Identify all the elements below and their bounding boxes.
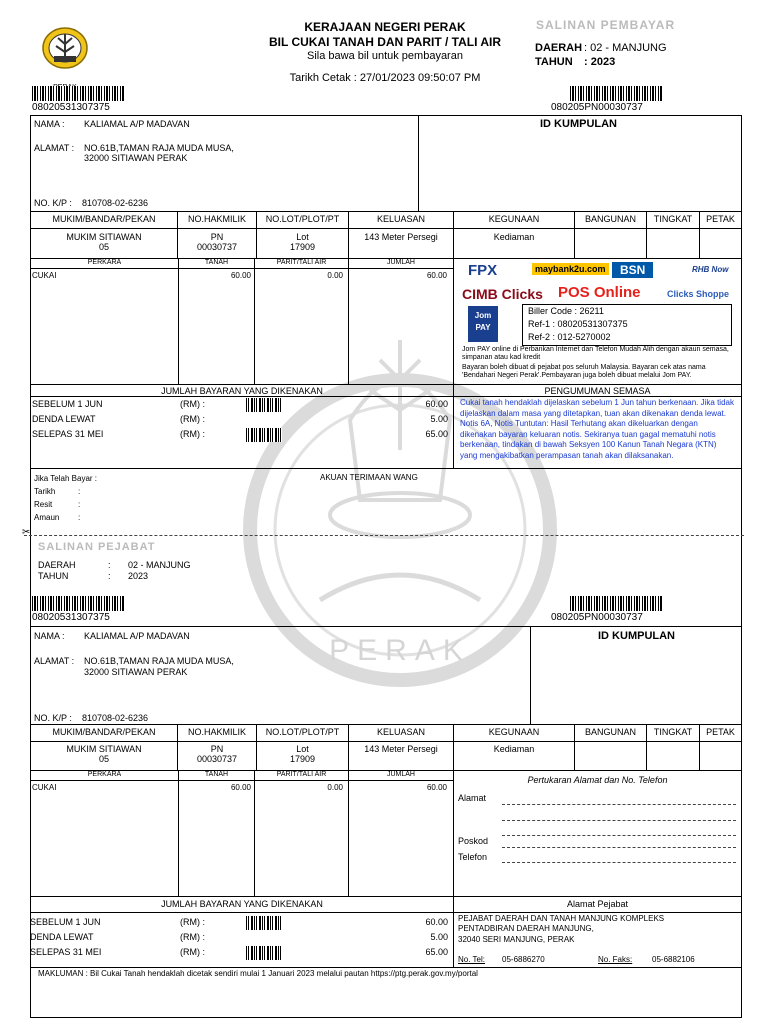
tel-label: No. Tel: xyxy=(458,955,485,964)
barcode-left-number: 08020531307375 xyxy=(32,102,110,113)
office-tahun-value: 2023 xyxy=(128,571,149,581)
amaun-label: Amaun xyxy=(34,513,60,522)
lot-type: Lot xyxy=(296,232,309,242)
th-jumlah: JUMLAH xyxy=(386,259,415,266)
kp-number: 810708-02-6236 xyxy=(82,198,149,208)
owner-name: KALIAMAL A/P MADAVAN xyxy=(84,119,190,129)
total-amount-2-2: 5.00 xyxy=(430,932,448,942)
header-subtitle: Sila bawa bil untuk pembayaran xyxy=(307,50,463,62)
charge-parit-2: 0.00 xyxy=(327,783,343,792)
lot-type-2: Lot xyxy=(296,744,309,754)
tahun-value: : 2023 xyxy=(584,56,616,68)
th-lot: NO.LOT/PLOT/PT xyxy=(265,214,340,224)
mukim-value: MUKIM SITIAWAN xyxy=(66,232,142,242)
th-jumlah-2: JUMLAH xyxy=(386,771,415,778)
total-rm-1: (RM) : xyxy=(180,399,205,409)
hakmilik-number-2: 00030737 xyxy=(196,754,238,764)
mukim-code: 05 xyxy=(98,242,109,252)
jompay-logo: Jom PAY xyxy=(468,306,498,342)
amaun-colon: : xyxy=(78,513,81,522)
kp-number-2: 810708-02-6236 xyxy=(82,713,149,723)
totals-title: JUMLAH BAYARAN YANG DIKENAKAN xyxy=(161,386,323,396)
office-line-3: 32040 SERI MANJUNG, PERAK xyxy=(458,935,575,944)
th-parit-2: PARIT/TALI AIR xyxy=(276,771,327,778)
charge-jumlah-2: 60.00 xyxy=(426,783,447,792)
bsn-logo: BSN xyxy=(612,262,653,278)
jompay-note: Jom PAY online di Perbankan Internet dan Telefon Mudah Alih dengan akaun semasa, simpanan atau kad kredit xyxy=(462,346,729,361)
charge-jumlah: 60.00 xyxy=(426,271,447,280)
maybank-logo: maybank2u.com xyxy=(532,263,609,275)
office-daerah-label: DAERAH xyxy=(38,560,76,570)
th-tingkat-2: TINGKAT xyxy=(653,727,693,737)
th-perkara: PERKARA xyxy=(87,259,122,266)
total-label-2-2: DENDA LEWAT xyxy=(30,932,94,942)
total-rm-2-2: (RM) : xyxy=(180,932,205,942)
fpx-logo: FPX xyxy=(468,262,498,279)
barcode-total-3 xyxy=(246,428,282,442)
lot-number: 17909 xyxy=(289,242,316,252)
telefon-line[interactable] xyxy=(502,862,736,863)
address-line-2: 32000 SITIAWAN PERAK xyxy=(84,153,188,163)
announce-title: PENGUMUMAN SEMASA xyxy=(544,386,651,396)
header-title-2: BIL CUKAI TANAH DAN PARIT / TALI AIR xyxy=(269,35,501,49)
total-amount-2: 5.00 xyxy=(430,414,448,424)
total-label-1-2: SEBELUM 1 JUN xyxy=(30,917,101,927)
nama-label-2: NAMA : xyxy=(34,631,65,641)
th-tingkat: TINGKAT xyxy=(653,214,693,224)
total-amount-3-2: 65.00 xyxy=(425,947,448,957)
alamat-line-3[interactable] xyxy=(502,835,736,836)
id-kumpulan-2: ID KUMPULAN xyxy=(598,630,675,642)
total-amount-3: 65.00 xyxy=(425,429,448,439)
barcode-left xyxy=(32,86,124,101)
payer-copy-label: SALINAN PEMBAYAR xyxy=(536,18,676,32)
kegunaan-value: Kediaman xyxy=(493,232,535,242)
barcode-total-3-2 xyxy=(246,946,282,960)
alamat-line-2[interactable] xyxy=(502,820,736,821)
ref-1: Ref-1 : 08020531307375 xyxy=(528,319,628,329)
th-tanah-2: TANAH xyxy=(204,771,229,778)
th-lot-2: NO.LOT/PLOT/PT xyxy=(265,727,340,737)
barcode-total-1-2 xyxy=(246,916,282,930)
watermark-text: PERAK xyxy=(329,634,471,667)
print-date: Tarikh Cetak : 27/01/2023 09:50:07 PM xyxy=(289,72,481,84)
resit-colon: : xyxy=(78,500,81,509)
header-title: KERAJAAN NEGERI PERAK xyxy=(304,20,466,34)
alamat-line-1[interactable] xyxy=(502,804,736,805)
tarikh-colon: : xyxy=(78,487,81,496)
faks-label: No. Faks: xyxy=(598,955,633,964)
total-amount-1-2: 60.00 xyxy=(425,917,448,927)
mukim-value-2: MUKIM SITIAWAN xyxy=(66,744,142,754)
payment-logos xyxy=(462,262,732,302)
barcode-right xyxy=(570,86,662,101)
th-kegunaan-2: KEGUNAAN xyxy=(488,727,540,737)
alamat-label: ALAMAT : xyxy=(34,143,75,153)
tarikh-label: Tarikh xyxy=(34,487,56,496)
total-label-3: SELEPAS 31 MEI xyxy=(32,429,104,439)
th-mukim: MUKIM/BANDAR/PEKAN xyxy=(52,214,156,224)
th-perkara-2: PERKARA xyxy=(87,771,122,778)
faks-value: 05-6882106 xyxy=(652,955,695,964)
barcode-left-2 xyxy=(32,596,124,611)
charge-item: CUKAI xyxy=(32,271,57,280)
payment-note: Bayaran boleh dibuat di pejabat pos seluruh Malaysia. Bayaran cek atas nama 'Bendahari Negeri Perak'.Pembayaran juga boleh dibuat melalui Jom PAY. xyxy=(462,364,706,379)
totals-title-2: JUMLAH BAYARAN YANG DIKENAKAN xyxy=(161,899,323,909)
office-daerah-colon: : xyxy=(108,560,111,570)
charge-tanah: 60.00 xyxy=(230,271,251,280)
change-poskod-label: Poskod xyxy=(458,836,489,846)
owner-name-2: KALIAMAL A/P MADAVAN xyxy=(84,631,190,641)
total-rm-2: (RM) : xyxy=(180,414,205,424)
daerah-value: : 02 - MANJUNG xyxy=(584,42,667,54)
hakmilik-type-2: PN xyxy=(210,744,224,754)
change-title: Pertukaran Alamat dan No. Telefon xyxy=(527,775,668,785)
perak-crest-logo xyxy=(40,22,90,84)
barcode-total-1 xyxy=(246,398,282,412)
id-kumpulan: ID KUMPULAN xyxy=(540,118,617,130)
akuan-label: AKUAN TERIMAAN WANG xyxy=(320,473,418,482)
total-label-3-2: SELEPAS 31 MEI xyxy=(30,947,102,957)
address-line-1: NO.61B,TAMAN RAJA MUDA MUSA, xyxy=(84,143,234,153)
barcode-right-number-2: 080205PN00030737 xyxy=(551,612,643,623)
rhb-logo: RHB Now xyxy=(692,265,729,274)
biller-code: Biller Code : 26211 xyxy=(528,306,604,316)
th-petak: PETAK xyxy=(706,214,735,224)
poskod-line[interactable] xyxy=(502,847,736,848)
barcode-left-number-2: 08020531307375 xyxy=(32,612,110,623)
hakmilik-number: 00030737 xyxy=(196,242,238,252)
office-tahun-label: TAHUN xyxy=(38,571,69,581)
kp-label: NO. K/P : xyxy=(34,198,72,208)
th-petak-2: PETAK xyxy=(706,727,735,737)
office-daerah-value: 02 - MANJUNG xyxy=(128,560,191,570)
office-line-2: PENTADBIRAN DAERAH MANJUNG, xyxy=(458,924,594,933)
charge-parit: 0.00 xyxy=(327,271,343,280)
th-mukim-2: MUKIM/BANDAR/PEKAN xyxy=(52,727,156,737)
hakmilik-type: PN xyxy=(210,232,224,242)
change-telefon-label: Telefon xyxy=(458,852,488,862)
total-rm-3-2: (RM) : xyxy=(180,947,205,957)
kegunaan-value-2: Kediaman xyxy=(493,744,535,754)
footer-notice: MAKLUMAN : Bil Cukai Tanah hendaklah dicetak sendiri mulai 1 Januari 2023 melalui pautan https://ptg.perak.gov.my/portal xyxy=(38,969,478,978)
barcode-right-2 xyxy=(570,596,662,611)
office-address-title: Alamat Pejabat xyxy=(566,899,629,909)
charge-tanah-2: 60.00 xyxy=(230,783,251,792)
th-keluasan: KELUASAN xyxy=(376,214,426,224)
cimb-logo: CIMB Clicks xyxy=(462,286,543,302)
kp-label-2: NO. K/P : xyxy=(34,713,72,723)
total-rm-1-2: (RM) : xyxy=(180,917,205,927)
address-line-1-2: NO.61B,TAMAN RAJA MUDA MUSA, xyxy=(84,656,234,666)
barcode-right-number: 080205PN00030737 xyxy=(551,102,643,113)
th-tanah: TANAH xyxy=(204,259,229,266)
total-amount-1: 60.00 xyxy=(425,399,448,409)
announcement-text: Cukai tanah hendaklah dijelaskan sebelum 1 Jun tahun berkenaan. Jika tidak dijelaskan dalam masa yang ditetapkan, tuan akan dikenakan denda lewat. Notis 6A, Notis Tuntutan: Hasil Terhutang akan dikeluarkan dengan dikenakan bayaran keluaran notis. Sekiranya tuan gagal mematuhi notis berkenaan, tindakan di bawah Seksyen 100 Kanun Tanah Negara (KTN) yang mengakibatkan perampasan tanah akan dilaksanakan. xyxy=(460,398,734,460)
cut-line xyxy=(24,535,744,536)
lot-number-2: 17909 xyxy=(289,754,316,764)
total-label-2: DENDA LEWAT xyxy=(32,414,96,424)
th-keluasan-2: KELUASAN xyxy=(376,727,426,737)
th-hakmilik-2: NO.HAKMILIK xyxy=(187,727,246,737)
clicks-shoppe-logo: Clicks Shoppe xyxy=(667,289,730,299)
daerah-label: DAERAH xyxy=(535,42,583,54)
scissors-icon: ✂ xyxy=(22,527,31,538)
mukim-code-2: 05 xyxy=(98,754,109,764)
change-alamat-label: Alamat xyxy=(458,793,487,803)
keluasan-value-2: 143 Meter Persegi xyxy=(364,744,438,754)
keluasan-value: 143 Meter Persegi xyxy=(364,232,438,242)
ref-2: Ref-2 : 012-5270002 xyxy=(528,332,611,342)
office-tahun-colon: : xyxy=(108,571,111,581)
resit-label: Resit xyxy=(34,500,53,509)
th-bangunan: BANGUNAN xyxy=(584,214,636,224)
charge-item-2: CUKAI xyxy=(32,783,57,792)
address-line-2-2: 32000 SITIAWAN PERAK xyxy=(84,667,188,677)
if-paid-label: Jika Telah Bayar : xyxy=(34,474,97,483)
tahun-label: TAHUN xyxy=(535,56,573,68)
office-line-1: PEJABAT DAERAH DAN TANAH MANJUNG KOMPLEKS xyxy=(458,914,665,923)
th-parit: PARIT/TALI AIR xyxy=(276,259,327,266)
th-hakmilik: NO.HAKMILIK xyxy=(187,214,246,224)
nama-label: NAMA : xyxy=(34,119,65,129)
total-rm-3: (RM) : xyxy=(180,429,205,439)
pos-online-logo: POS Online xyxy=(558,284,641,301)
alamat-label-2: ALAMAT : xyxy=(34,656,75,666)
total-label-1: SEBELUM 1 JUN xyxy=(32,399,103,409)
th-kegunaan: KEGUNAAN xyxy=(488,214,540,224)
office-copy-label: SALINAN PEJABAT xyxy=(38,541,156,553)
tel-value: 05-6886270 xyxy=(502,955,545,964)
th-bangunan-2: BANGUNAN xyxy=(584,727,636,737)
